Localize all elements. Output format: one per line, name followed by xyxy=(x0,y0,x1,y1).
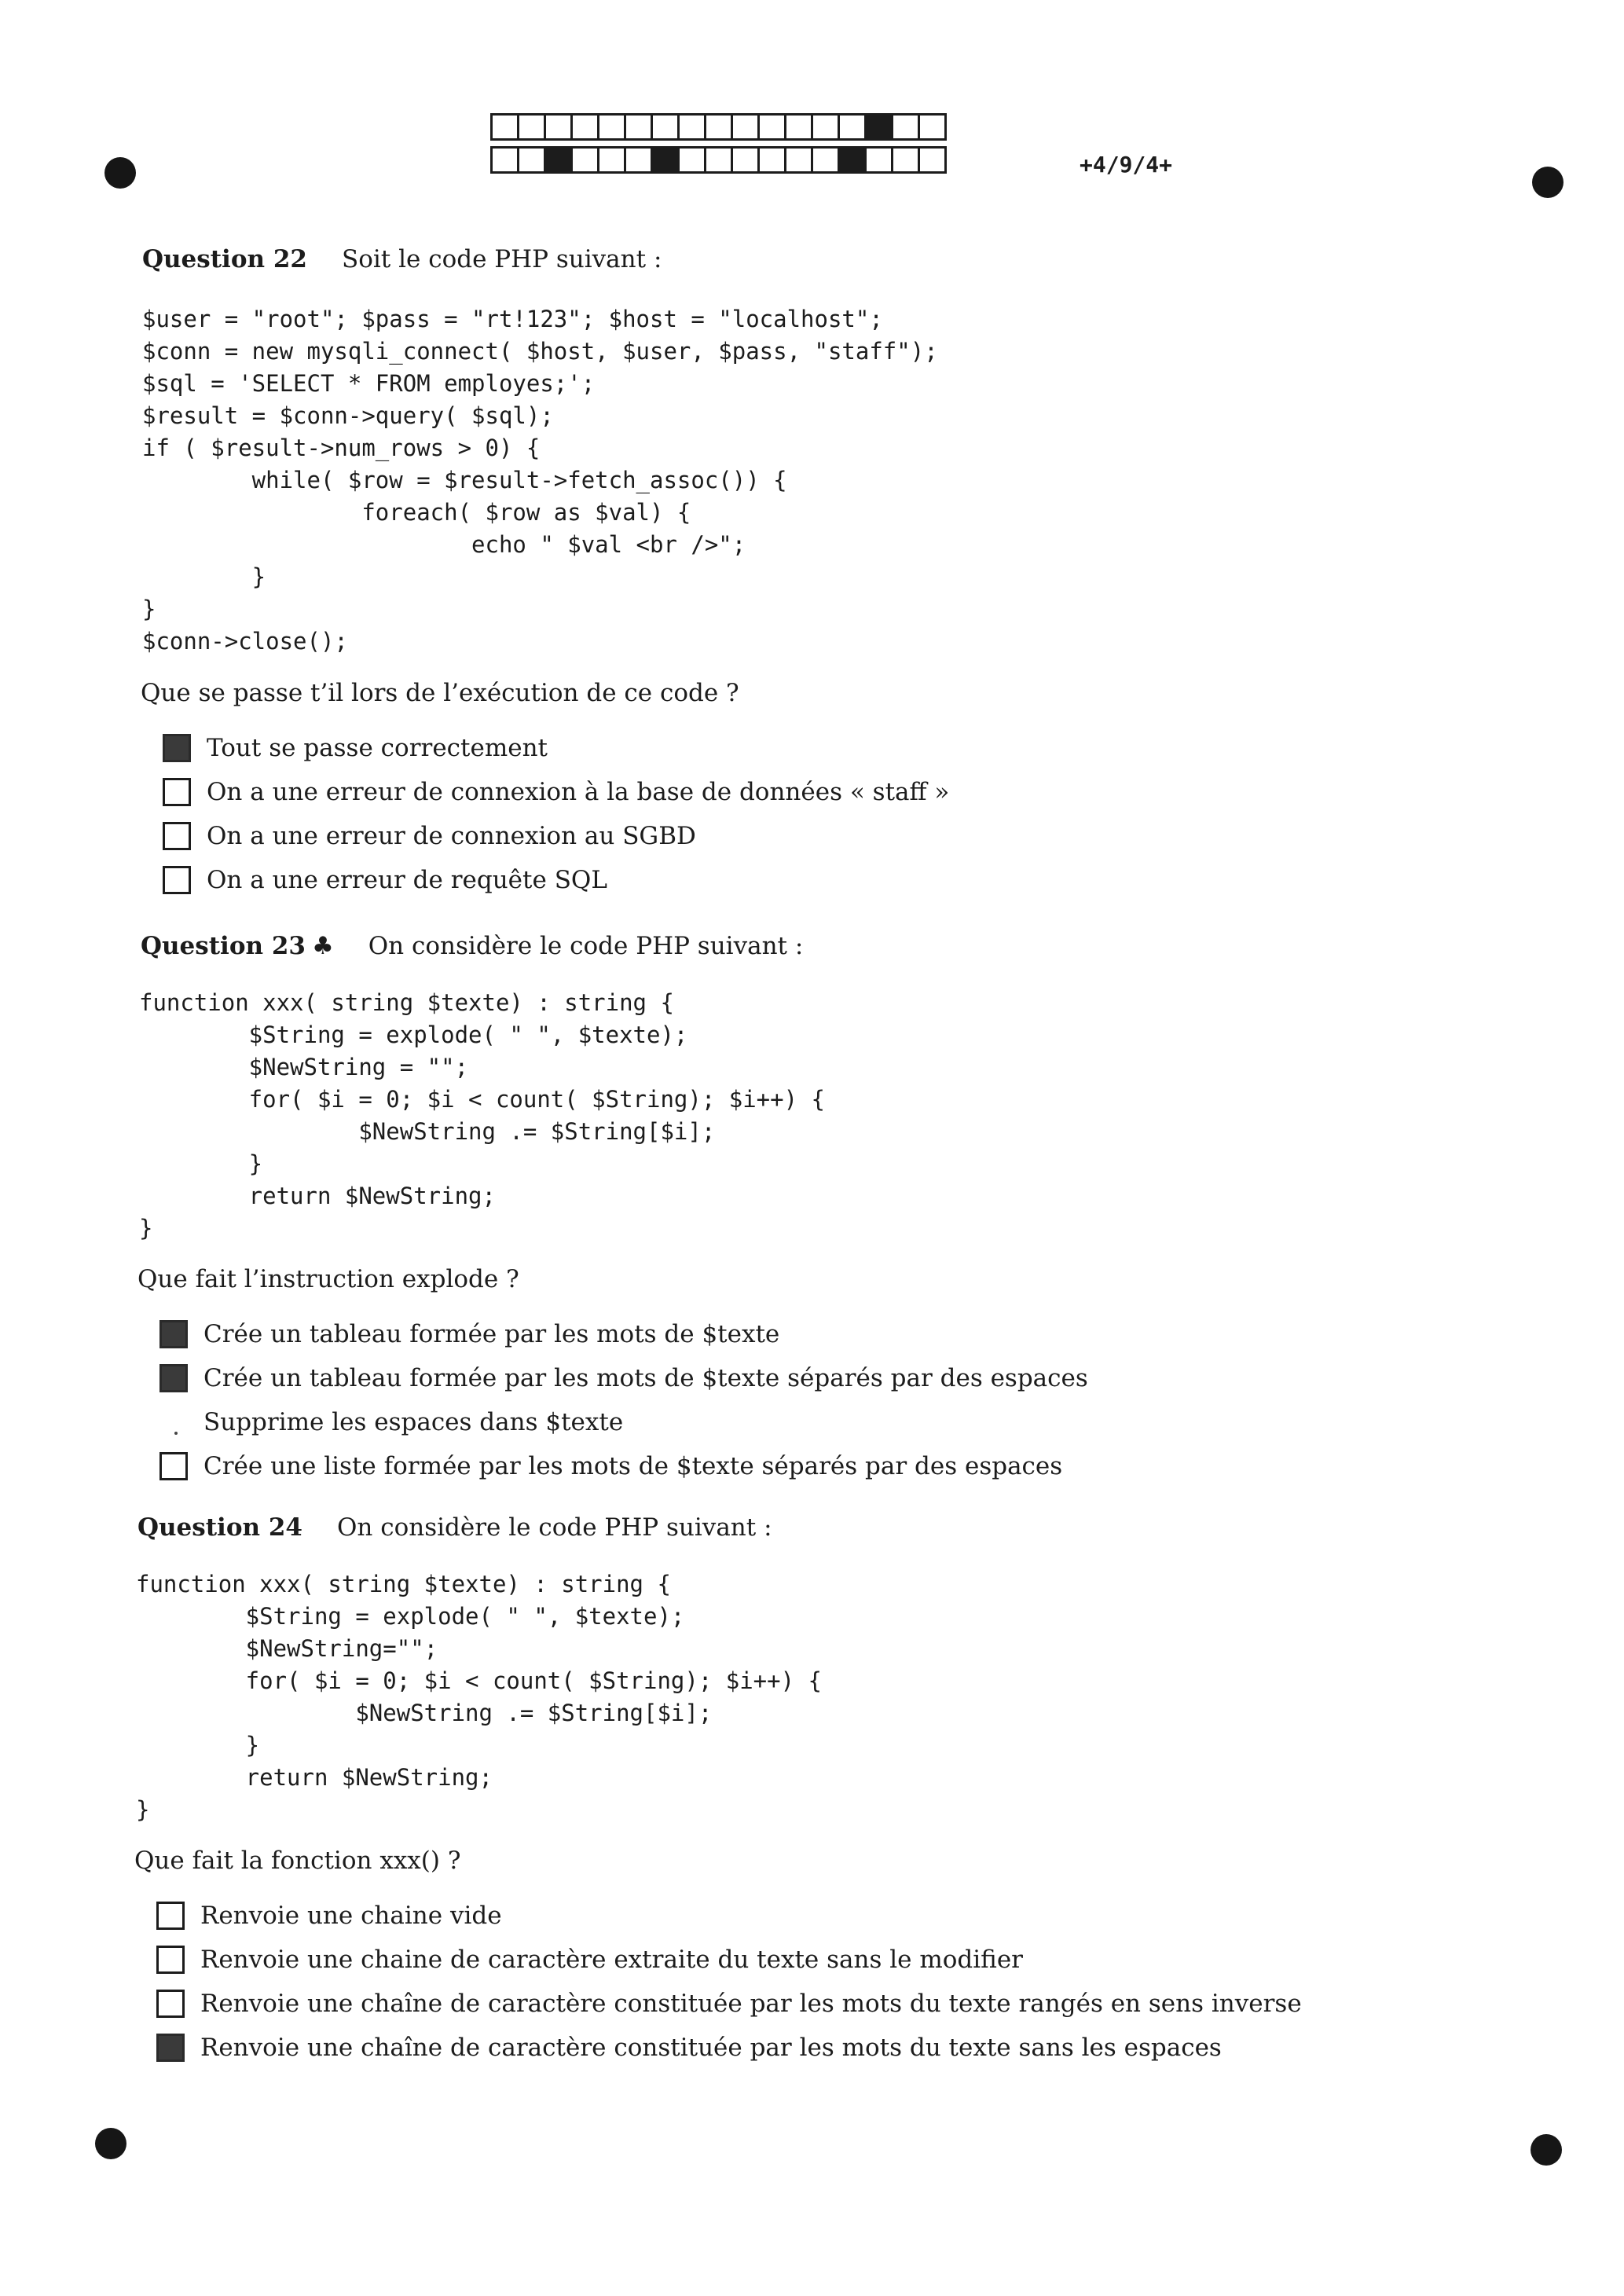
grid-cell xyxy=(733,116,760,138)
code-line: for( $i = 0; $i < count( $String); $i++) { xyxy=(136,1667,822,1694)
checkbox-missing[interactable] xyxy=(159,1408,188,1436)
code-line: $sql = 'SELECT * FROM employes;'; xyxy=(142,370,596,397)
code-line: } xyxy=(142,596,156,622)
answer-option-q22-4[interactable] xyxy=(163,858,949,902)
question-text: Soit le code PHP suivant : xyxy=(341,245,662,273)
corner-marker-bottom-left xyxy=(95,2128,126,2159)
code-line: $result = $conn->query( $sql); xyxy=(142,402,554,429)
answer-label: Crée un tableau formée par les mots de $texte séparés par des espaces xyxy=(203,1364,1088,1392)
code-line: } xyxy=(142,563,266,590)
question-24-code-block xyxy=(136,1568,822,1826)
question-22-header xyxy=(142,245,662,273)
page-id-grid-row-1 xyxy=(490,113,947,141)
checkbox-checked[interactable] xyxy=(156,2034,185,2062)
code-line: $NewString=""; xyxy=(136,1635,438,1662)
answer-label: On a une erreur de connexion à la base de données « staff » xyxy=(207,778,950,806)
grid-cell xyxy=(626,149,653,171)
code-line: while( $row = $result->fetch_assoc()) { xyxy=(142,467,787,493)
grid-cell xyxy=(813,149,840,171)
grid-cell xyxy=(867,149,893,171)
grid-cell xyxy=(813,116,840,138)
grid-cell xyxy=(680,116,706,138)
code-line: } xyxy=(139,1215,153,1242)
grid-cell xyxy=(519,149,546,171)
grid-cell xyxy=(893,149,920,171)
code-line: echo " $val <br />"; xyxy=(142,531,746,558)
question-text: On considère le code PHP suivant : xyxy=(336,1513,772,1542)
code-line: $conn = new mysqli_connect( $host, $user, $pass, "staff"); xyxy=(142,338,938,365)
checkbox-checked[interactable] xyxy=(163,734,191,762)
answer-option-q23-2[interactable] xyxy=(159,1356,1088,1400)
question-24-prompt: Que fait la fonction xxx() ? xyxy=(134,1847,461,1875)
grid-cell xyxy=(680,149,706,171)
answer-option-q22-2[interactable] xyxy=(163,770,949,814)
answer-option-q24-1[interactable] xyxy=(156,1894,1302,1938)
answer-label: Crée une liste formée par les mots de $texte séparés par des espaces xyxy=(203,1452,1063,1480)
code-line: function xxx( string $texte) : string { xyxy=(139,989,674,1016)
answer-label: Tout se passe correctement xyxy=(207,734,548,762)
question-22-answers xyxy=(163,726,949,902)
checkbox-checked[interactable] xyxy=(159,1320,188,1348)
answer-option-q24-3[interactable] xyxy=(156,1982,1302,2026)
grid-cell xyxy=(920,116,944,138)
question-23-prompt: Que fait l’instruction explode ? xyxy=(137,1265,519,1293)
club-icon: ♣ xyxy=(311,932,334,960)
answer-option-q24-2[interactable] xyxy=(156,1938,1302,1982)
answer-option-q23-1[interactable] xyxy=(159,1312,1088,1356)
answer-label: Crée un tableau formée par les mots de $texte xyxy=(203,1320,780,1348)
grid-cell xyxy=(573,116,599,138)
answer-option-q23-4[interactable] xyxy=(159,1444,1088,1488)
code-line: $String = explode( " ", $texte); xyxy=(139,1021,688,1048)
checkbox[interactable] xyxy=(159,1452,188,1480)
checkbox[interactable] xyxy=(163,866,191,894)
grid-cell xyxy=(599,149,626,171)
grid-cell xyxy=(626,116,653,138)
checkbox[interactable] xyxy=(156,1990,185,2018)
grid-cell xyxy=(519,116,546,138)
grid-cell-filled xyxy=(840,149,867,171)
question-23-header xyxy=(141,932,803,960)
question-24-header xyxy=(137,1513,772,1542)
corner-marker-top-left xyxy=(104,157,136,189)
page-id-label: +4/9/4+ xyxy=(1080,152,1173,178)
grid-cell xyxy=(786,149,813,171)
answer-label: Renvoie une chaîne de caractère constituée par les mots du texte rangés en sens inverse xyxy=(200,1990,1302,2018)
answer-label: Supprime les espaces dans $texte xyxy=(203,1408,624,1436)
code-line: } xyxy=(136,1796,150,1823)
question-24-answers xyxy=(156,1894,1302,2070)
question-22-code-block xyxy=(142,303,938,658)
grid-cell xyxy=(546,116,573,138)
grid-cell xyxy=(760,149,786,171)
code-line: } xyxy=(139,1150,263,1177)
answer-option-q22-3[interactable] xyxy=(163,814,949,858)
code-line: $conn->close(); xyxy=(142,628,348,655)
page-id-grid-row-2 xyxy=(490,146,947,174)
question-text: On considère le code PHP suivant : xyxy=(368,932,804,960)
code-line: for( $i = 0; $i < count( $String); $i++) { xyxy=(139,1086,825,1113)
grid-cell xyxy=(920,149,944,171)
grid-cell xyxy=(573,149,599,171)
checkbox[interactable] xyxy=(163,778,191,806)
answer-option-q22-1[interactable] xyxy=(163,726,949,770)
checkbox-checked[interactable] xyxy=(159,1364,188,1392)
question-label: Question 24 xyxy=(137,1513,302,1542)
answer-label: On a une erreur de requête SQL xyxy=(207,866,607,894)
grid-cell xyxy=(493,149,519,171)
code-line: $String = explode( " ", $texte); xyxy=(136,1603,685,1630)
corner-marker-bottom-right xyxy=(1531,2134,1562,2166)
code-line: $NewString = ""; xyxy=(139,1054,469,1080)
grid-cell xyxy=(733,149,760,171)
grid-cell xyxy=(653,116,680,138)
answer-label: Renvoie une chaine vide xyxy=(200,1902,502,1930)
question-23-code-block xyxy=(139,987,825,1245)
code-line: return $NewString; xyxy=(136,1764,493,1791)
answer-label: Renvoie une chaine de caractère extraite du texte sans le modifier xyxy=(200,1946,1023,1974)
code-line: $user = "root"; $pass = "rt!123"; $host = "localhost"; xyxy=(142,306,883,332)
code-line: if ( $result->num_rows > 0) { xyxy=(142,435,541,461)
answer-option-q24-4[interactable] xyxy=(156,2026,1302,2070)
grid-cell xyxy=(786,116,813,138)
grid-cell xyxy=(840,116,867,138)
grid-cell xyxy=(706,149,733,171)
grid-cell-filled xyxy=(546,149,573,171)
code-line: } xyxy=(136,1732,260,1759)
grid-cell-filled xyxy=(653,149,680,171)
answer-label: Renvoie une chaîne de caractère constituée par les mots du texte sans les espaces xyxy=(200,2034,1222,2062)
question-23-answers xyxy=(159,1312,1088,1488)
answer-label: On a une erreur de connexion au SGBD xyxy=(207,822,696,850)
question-label: Question 22 xyxy=(142,245,307,273)
grid-cell xyxy=(706,116,733,138)
question-label: Question 23 ♣ xyxy=(141,932,334,960)
grid-cell xyxy=(493,116,519,138)
code-line: return $NewString; xyxy=(139,1183,496,1209)
checkbox[interactable] xyxy=(156,1902,185,1930)
answer-option-q23-3[interactable] xyxy=(159,1400,1088,1444)
corner-marker-top-right xyxy=(1532,167,1564,198)
code-line: foreach( $row as $val) { xyxy=(142,499,691,526)
grid-cell xyxy=(760,116,786,138)
code-line: function xxx( string $texte) : string { xyxy=(136,1571,671,1597)
code-line: $NewString .= $String[$i]; xyxy=(139,1118,716,1145)
checkbox[interactable] xyxy=(156,1946,185,1974)
question-22-prompt: Que se passe t’il lors de l’exécution de ce code ? xyxy=(141,679,739,707)
grid-cell-filled xyxy=(867,116,893,138)
code-line: $NewString .= $String[$i]; xyxy=(136,1700,713,1726)
checkbox[interactable] xyxy=(163,822,191,850)
grid-cell xyxy=(893,116,920,138)
grid-cell xyxy=(599,116,626,138)
